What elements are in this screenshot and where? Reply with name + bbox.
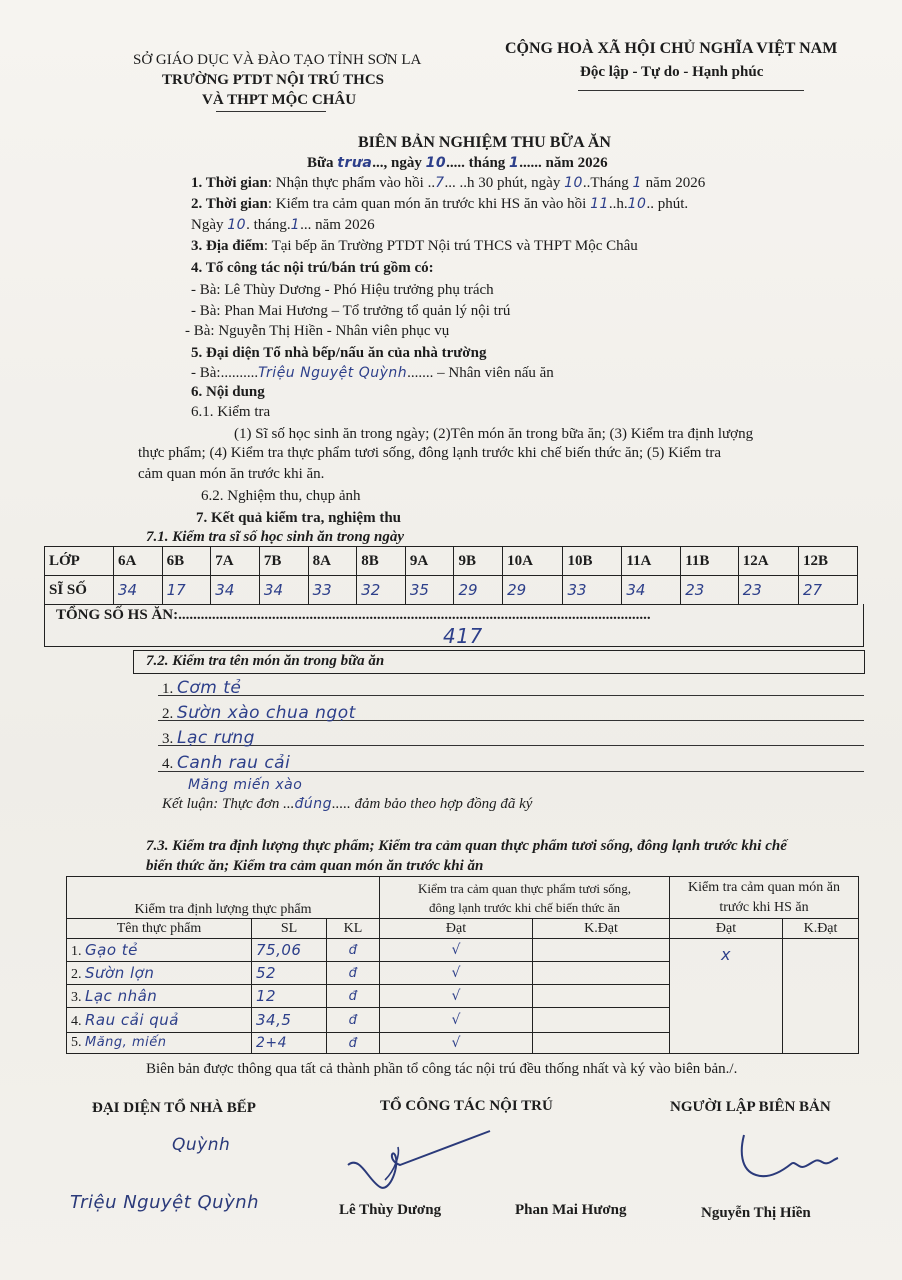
conclusion-text-b: ..... đảm bảo theo hợp đồng đã ký — [331, 796, 533, 812]
class-name: 12A — [738, 547, 798, 576]
class-count: 32 — [357, 576, 406, 605]
item6-sub2: 6.2. Nghiệm thu, chụp ảnh — [201, 488, 361, 504]
food-number: 4. — [71, 1013, 82, 1029]
item1-text-a: : Nhận thực phẩm vào hồi .. — [267, 175, 436, 191]
meal-year: ...... năm 2026 — [519, 155, 608, 171]
class-count: 34 — [211, 576, 260, 605]
team-title: TỔ CÔNG TÁC NỘI TRÚ — [380, 1098, 553, 1114]
item2-label: 2. Thời gian — [191, 196, 268, 212]
food-number: 3. — [71, 989, 82, 1005]
food-kl-hand: đ — [327, 985, 380, 1008]
food-table-column-header — [67, 919, 859, 939]
col-food-name: Tên thực phẩm — [67, 919, 252, 939]
s72-title: 7.2. Kiểm tra tên món ăn trong bữa ăn — [146, 653, 385, 669]
group-quantity-header: Kiểm tra định lượng thực phẩm — [67, 877, 380, 919]
fresh-fail-cell — [533, 939, 670, 962]
item1-line — [191, 175, 705, 192]
food-kl-hand: đ — [327, 962, 380, 985]
member-1: - Bà: Lê Thùy Dương - Phó Hiệu trưởng phụ trách — [191, 282, 494, 298]
item5-suffix: ....... – Nhân viên nấu ăn — [407, 365, 554, 381]
item6-para1: (1) Sĩ số học sinh ăn trong ngày; (2)Tên món ăn trong bữa ăn; (3) Kiểm tra định lượng — [234, 426, 754, 442]
author-title: NGƯỜI LẬP BIÊN BẢN — [670, 1099, 831, 1115]
signer-name-2: Phan Mai Hương — [515, 1202, 627, 1218]
col-fresh-pass: Đạt — [380, 919, 533, 939]
food-name-hand: Lạc nhân — [85, 986, 158, 1005]
class-count: 34 — [259, 576, 308, 605]
class-count: 33 — [563, 576, 622, 605]
member-3: - Bà: Nguyễn Thị Hiền - Nhân viên phục vụ — [185, 323, 450, 339]
total-count-hand: 417 — [443, 624, 483, 648]
class-count: 17 — [162, 576, 211, 605]
sensory-pass-mark: x — [721, 945, 731, 964]
author-name: Nguyễn Thị Hiền — [701, 1205, 811, 1221]
signature-le-thuy-duong — [340, 1125, 510, 1205]
meal-line — [307, 155, 608, 172]
page-title: BIÊN BẢN NGHIỆM THU BỮA ĂN — [358, 134, 611, 151]
item6-sub1: 6.1. Kiểm tra — [191, 404, 271, 420]
food-sl-hand: 75,06 — [252, 939, 327, 962]
dish-line — [158, 745, 864, 746]
item2-hour-hand: 11 — [590, 196, 609, 212]
food-number: 2. — [71, 966, 82, 982]
item2-text-a: : Kiểm tra cảm quan món ăn trước khi HS ăn vào hồi — [267, 196, 587, 212]
item3-text: : Tại bếp ăn Trường PTDT Nội trú THCS và THPT Mộc Châu — [263, 238, 638, 254]
item2-year: ... năm 2026 — [300, 217, 375, 233]
dish-item — [162, 753, 290, 773]
item1-text-b: ... ..h 30 phút, ngày — [444, 175, 561, 191]
sensory-fail-cell — [783, 939, 859, 1054]
class-name: 11B — [681, 547, 738, 576]
item6-para2: thực phẩm; (4) Kiểm tra thực phẩm tươi sống, đông lạnh trước khi chế biến thức ăn; (5) Kiểm tra — [138, 445, 722, 461]
s71-title: 7.1. Kiểm tra sĩ số học sinh ăn trong ngày — [146, 529, 404, 545]
col-sl: SL — [252, 919, 327, 939]
class-count: 33 — [308, 576, 357, 605]
item2-day-hand: 10 — [227, 217, 247, 233]
food-row — [67, 939, 859, 962]
item3-label: 3. Địa điểm — [191, 238, 264, 254]
dish-item — [162, 703, 356, 723]
dish-number: 1. — [162, 681, 174, 697]
class-count: 23 — [681, 576, 738, 605]
dish-extra-hand: Măng miến xào — [188, 777, 303, 793]
class-name: 9A — [405, 547, 454, 576]
food-name-cell — [67, 985, 252, 1008]
group-fresh-header-b: đông lạnh trước khi chế biến thức ăn — [429, 899, 620, 915]
item5-label: 5. Đại diện Tổ nhà bếp/nấu ăn của nhà trường — [191, 345, 487, 361]
kitchen-name-hand: Triệu Nguyệt Quỳnh — [70, 1192, 260, 1213]
item2-text-c: .. phút. — [646, 196, 689, 212]
class-name: 8A — [308, 547, 357, 576]
fresh-fail-cell — [533, 1008, 670, 1033]
dish-number: 4. — [162, 756, 174, 772]
meal-day-label: ..., ngày — [372, 155, 422, 171]
conclusion-text-a: Kết luận: Thực đơn ... — [162, 796, 295, 812]
fresh-pass-check: √ — [380, 962, 533, 985]
menu-conclusion — [162, 796, 532, 813]
class-name: 7A — [211, 547, 260, 576]
meal-month-label: ..... tháng — [446, 155, 506, 171]
item5-prefix: - Bà:.......... — [191, 365, 259, 381]
item3-line — [191, 238, 638, 255]
food-number: 1. — [71, 943, 82, 959]
item2-day-label: Ngày — [191, 217, 224, 233]
food-kl-hand: đ — [327, 1008, 380, 1033]
group-fresh-header — [380, 877, 670, 919]
fresh-pass-check: √ — [380, 1008, 533, 1033]
dish-name-hand: Lạc rưng — [177, 728, 255, 748]
item1-hour-hand: 7 — [435, 175, 445, 191]
class-name: 6A — [114, 547, 163, 576]
item6-para3: cảm quan món ăn trước khi ăn. — [138, 466, 325, 482]
class-count: 23 — [738, 576, 798, 605]
food-name-hand: Sườn lợn — [85, 963, 155, 982]
count-row — [45, 576, 858, 605]
fresh-fail-cell — [533, 1033, 670, 1054]
class-name: 11A — [622, 547, 681, 576]
class-count: 35 — [405, 576, 454, 605]
meal-day-hand: 10 — [425, 155, 447, 171]
class-name: 7B — [259, 547, 308, 576]
item1-day-hand: 10 — [564, 175, 583, 191]
dish-item — [162, 678, 241, 698]
closing-statement: Biên bản được thông qua tất cả thành phần tổ công tác nội trú đều thống nhất và ký vào biên bản./. — [146, 1061, 738, 1077]
group-sensory-header — [670, 877, 859, 919]
dish-name-hand: Sườn xào chua ngọt — [177, 703, 356, 723]
meal-prefix: Bữa — [307, 155, 334, 171]
food-sl-hand: 34,5 — [252, 1008, 327, 1033]
header-country: CỘNG HOÀ XÃ HỘI CHỦ NGHĨA VIỆT NAM — [505, 40, 838, 57]
group-sensory-header-b: trước khi HS ăn — [719, 899, 809, 915]
fresh-pass-check: √ — [380, 939, 533, 962]
food-number: 5. — [71, 1035, 82, 1050]
food-kl-hand: đ — [327, 1033, 380, 1054]
class-name: 10A — [503, 547, 563, 576]
class-name: 10B — [563, 547, 622, 576]
food-name-cell — [67, 1033, 252, 1054]
sensory-pass-cell — [670, 939, 783, 1054]
col-sensory-fail: K.Đạt — [783, 919, 859, 939]
s73-title-line1: 7.3. Kiểm tra định lượng thực phẩm; Kiểm tra cảm quan thực phẩm tươi sống, đông lạnh trước khi chế — [146, 838, 787, 854]
item1-month-hand: 1 — [632, 175, 642, 191]
total-label: TỔNG SỐ HS ĂN:.............................................................................................................................. — [56, 607, 651, 623]
class-count: 27 — [799, 576, 858, 605]
class-name: 8B — [357, 547, 406, 576]
group-fresh-header-a: Kiểm tra cảm quan thực phẩm tươi sống, — [417, 880, 632, 896]
food-name-cell — [67, 962, 252, 985]
header-school-line1: TRƯỜNG PTDT NỘI TRÚ THCS — [162, 72, 384, 88]
item7-label: 7. Kết quả kiểm tra, nghiệm thu — [196, 510, 402, 526]
header-department: SỞ GIÁO DỤC VÀ ĐÀO TẠO TỈNH SƠN LA — [133, 52, 422, 68]
kitchen-rep-title: ĐẠI DIỆN TỔ NHÀ BẾP — [92, 1100, 256, 1116]
fresh-fail-cell — [533, 962, 670, 985]
item2-line — [191, 196, 688, 213]
item2-text-b: ..h. — [608, 196, 628, 212]
item2-month-label: . tháng. — [246, 217, 291, 233]
col-sensory-pass: Đạt — [670, 919, 783, 939]
header-right-rule — [578, 90, 804, 91]
class-name: 12B — [799, 547, 858, 576]
fresh-pass-check: √ — [380, 985, 533, 1008]
member-2: - Bà: Phan Mai Hương – Tổ trưởng tổ quản lý nội trú — [191, 303, 511, 319]
food-name-hand: Gạo tẻ — [85, 940, 138, 959]
group-sensory-header-a: Kiểm tra cảm quan món ăn — [687, 879, 840, 895]
food-sl-hand: 12 — [252, 985, 327, 1008]
meal-name-hand: trưa — [337, 155, 373, 171]
class-row-label: LỚP — [45, 547, 114, 576]
dish-number: 2. — [162, 706, 174, 722]
item2-minute-hand: 10 — [627, 196, 647, 212]
item1-text-d: năm 2026 — [645, 175, 706, 191]
item4-label: 4. Tổ công tác nội trú/bán trú gồm có: — [191, 260, 434, 276]
food-name-cell — [67, 939, 252, 962]
header-school-line2: VÀ THPT MỘC CHÂU — [202, 92, 357, 108]
s73-title-line2: biến thức ăn; Kiểm tra cảm quan món ăn trước khi ăn — [146, 858, 484, 874]
class-count: 29 — [454, 576, 503, 605]
class-row — [45, 547, 858, 576]
meal-month-hand: 1 — [509, 155, 520, 171]
item1-label: 1. Thời gian — [191, 175, 268, 191]
dish-number: 3. — [162, 731, 174, 747]
fresh-pass-check: √ — [380, 1033, 533, 1054]
item2-month-hand: 1 — [290, 217, 301, 233]
food-sl-hand: 2+4 — [252, 1033, 327, 1054]
kitchen-signature: Quỳnh — [172, 1135, 231, 1155]
dish-item — [162, 728, 255, 748]
item1-text-c: ..Tháng — [582, 175, 629, 191]
item5-line — [191, 365, 554, 382]
class-count-table — [44, 546, 858, 605]
class-count: 34 — [622, 576, 681, 605]
header-motto: Độc lập - Tự do - Hạnh phúc — [580, 64, 764, 80]
class-count: 34 — [114, 576, 163, 605]
count-row-label: SĨ SỐ — [45, 576, 114, 605]
col-kl: KL — [327, 919, 380, 939]
class-name: 6B — [162, 547, 211, 576]
food-sl-hand: 52 — [252, 962, 327, 985]
signature-nguyen-thi-hien — [736, 1130, 846, 1190]
food-check-table — [66, 876, 859, 1054]
food-kl-hand: đ — [327, 939, 380, 962]
item2-date-line — [191, 217, 375, 234]
col-fresh-fail: K.Đạt — [533, 919, 670, 939]
cook-name-hand: Triệu Nguyệt Quỳnh — [258, 365, 408, 381]
class-name: 9B — [454, 547, 503, 576]
fresh-fail-cell — [533, 985, 670, 1008]
conclusion-hand: đúng — [294, 796, 332, 812]
dish-name-hand: Cơm tẻ — [177, 678, 242, 698]
dish-line — [158, 695, 864, 696]
item6-label: 6. Nội dung — [191, 384, 265, 400]
class-count: 29 — [503, 576, 563, 605]
food-name-hand: Măng, miến — [85, 1035, 167, 1050]
food-name-hand: Rau cải quả — [85, 1010, 179, 1029]
header-left-rule — [216, 111, 326, 112]
signer-name-1: Lê Thùy Dương — [339, 1202, 442, 1218]
food-table-group-header — [67, 877, 859, 919]
food-name-cell — [67, 1008, 252, 1033]
dish-name-hand: Canh rau cải — [177, 753, 291, 773]
